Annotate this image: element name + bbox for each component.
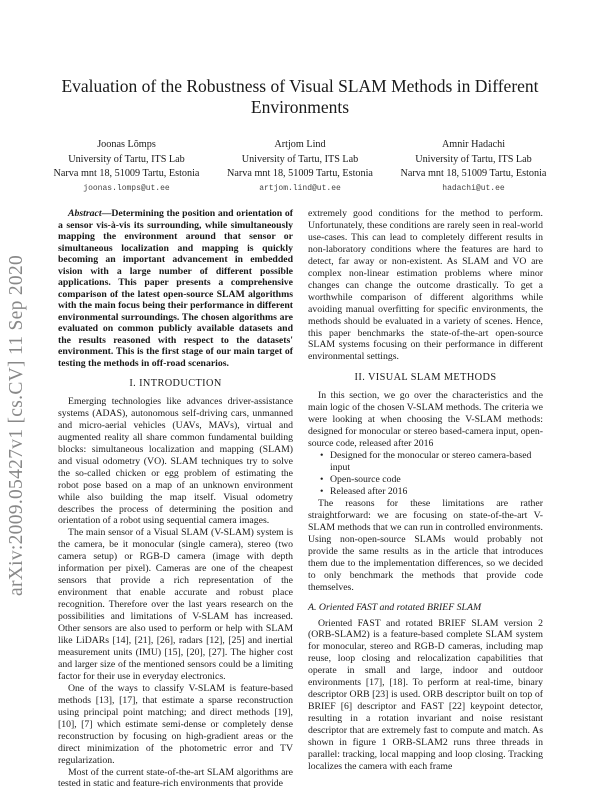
right-column: [308, 208, 543, 773]
author-address: Narva mnt 18, 51009 Tartu, Estonia: [214, 167, 387, 182]
author-address: Narva mnt 18, 51009 Tartu, Estonia: [387, 167, 560, 182]
paragraph-continued: extremely good conditions for the method to perform. Unfortunately, these conditions are rarely seen in real-world use-cases. This can lead to completely different results in non-laboratory conditions where the features are hard to detect, far away or non-existent. As SLAM and VO are complex non-linear estimation problems where minor changes can change the outcome drastically. To get a worthwhile comparison of different algorithms while avoiding manual overfitting for specific environments, the methods should be evaluated in a variety of scenes. Hence, this paper benchmarks the state-of-the-art open-source SLAM systems focusing on their performance in different environmental settings.: [308, 208, 543, 363]
paragraph: The main sensor of a Visual SLAM (V-SLAM) system is the camera, be it monocular (single camera), stereo (two camera setup) or RGB-D camera (image with depth information per pixel). Cameras are one of the cheapest sensors that provide a rich representation of the environment that enable accurate and robust place recognition. Therefore over the last years research on the possibilities and limitations of V-SLAM has increased. Other sensors are also used to perform or help with SLAM like LiDARs [14], [21], [26], radars [12], [25] and inertial measurement units (IMU) [15], [20], [27]. The higher cost and larger size of the mentioned sensors could be a limiting factor for their use in everyday electronics.: [58, 527, 293, 682]
section-heading-methods: II. VISUAL SLAM METHODS: [308, 372, 543, 384]
author-address: Narva mnt 18, 51009 Tartu, Estonia: [40, 167, 213, 182]
paper-title: Evaluation of the Robustness of Visual SLAM Methods in Different Environments: [60, 76, 540, 118]
section-heading-introduction: I. INTRODUCTION: [58, 378, 293, 390]
author-1: [40, 138, 213, 196]
author-affiliation: University of Tartu, ITS Lab: [214, 153, 387, 168]
subsection-heading-orb: A. Oriented FAST and rotated BRIEF SLAM: [308, 602, 543, 614]
abstract-text: —Determining the position and orientation of a sensor vis-à-vis its surrounding, while simultaneously mapping the environment around that sensor or simultaneous localization and mapping is quickly becoming an important advancement in embedded vision with a large number of different possible applications. This paper presents a comprehensive comparison of the latest open-source SLAM algorithms with the main focus being their performance in different environmental surroundings. The chosen algorithms are evaluated on common publicly available datasets and the results reasoned with respect to the datasets' environment. This is the first stage of our main target of testing the methods in off-road scenarios.: [58, 208, 293, 369]
author-2: [214, 138, 387, 196]
abstract-label: Abstract: [68, 208, 102, 219]
paragraph: Emerging technologies like advances driver-assistance systems (ADAS), autonomous self-driving cars, unmanned and micro-aerial vehicles (UAVs, MAVs), virtual and augmented reality all share common fundamental building blocks: simultaneous localization and mapping (SLAM) and visual odometry (VO). SLAM techniques try to solve the so-called chicken or egg problem of estimating the robot pose based on a map of an unknown environment while also building the map itself. Visual odometry describes the process of determining the position and orientation of a robot using sequential camera images.: [58, 396, 293, 527]
paragraph: In this section, we go over the characteristics and the main logic of the chosen V-SLAM methods. The criteria we were looking at when choosing the V-SLAM methods: designed for monocular or stereo based-camera input, open-source code, released after 2016: [308, 390, 543, 450]
paragraph: One of the ways to classify V-SLAM is feature-based methods [13], [17], that estimate a sparse reconstruction using principal point matching; and direct methods [19], [10], [7] which estimate semi-dense or completely dense reconstruction by focusing on high-gradient areas or the direct minimization of the photometric error and TV regularization.: [58, 683, 293, 767]
arxiv-stamp: arXiv:2009.05427v1 [cs.CV] 11 Sep 2020: [6, 255, 28, 596]
author-3: [387, 138, 560, 196]
list-item: • Released after 2016: [330, 486, 543, 498]
author-name: Joonas Lõmps: [40, 138, 213, 153]
author-block: [40, 138, 560, 196]
author-affiliation: University of Tartu, ITS Lab: [387, 153, 560, 168]
paragraph: The reasons for these limitations are rather straightforward: we are focusing on state-of-the-art V-SLAM methods that we can run in controlled environments. Using non-open-source SLAMs would probably not provide the same results as in the article that introduces them due to the implementation differences, so we decided to only benchmark the methods that provide code themselves.: [308, 498, 543, 594]
left-column: [58, 208, 293, 790]
author-email[interactable]: artjom.lind@ut.ee: [214, 182, 387, 197]
abstract: [58, 208, 293, 369]
list-item: • Open-source code: [330, 474, 543, 486]
author-email[interactable]: joonas.lomps@ut.ee: [40, 182, 213, 197]
paragraph: Most of the current state-of-the-art SLAM algorithms are tested in static and feature-rich environments that provide: [58, 767, 293, 790]
criteria-list: [308, 450, 543, 498]
author-affiliation: University of Tartu, ITS Lab: [40, 153, 213, 168]
author-name: Artjom Lind: [214, 138, 387, 153]
list-item: • Designed for the monocular or stereo camera-based input: [330, 450, 543, 474]
author-email[interactable]: hadachi@ut.ee: [387, 182, 560, 197]
author-name: Amnir Hadachi: [387, 138, 560, 153]
paragraph: Oriented FAST and rotated BRIEF SLAM version 2 (ORB-SLAM2) is a feature-based complete SLAM system for monocular, stereo and RGB-D cameras, including map reuse, loop closing and relocalization capabilities that operate in small and large, indoor and outdoor environments [17], [18]. To perform at real-time, binary descriptor ORB [23] is used. ORB descriptor built on top of BRIEF [6] descriptor and FAST [22] keypoint detector, resulting in a rotation invariant and noise resistant descriptor that are extremely fast to compute and match. As shown in figure 1 ORB-SLAM2 runs three threads in parallel: tracking, local mapping and loop closing. Tracking localizes the camera with each frame: [308, 618, 543, 773]
